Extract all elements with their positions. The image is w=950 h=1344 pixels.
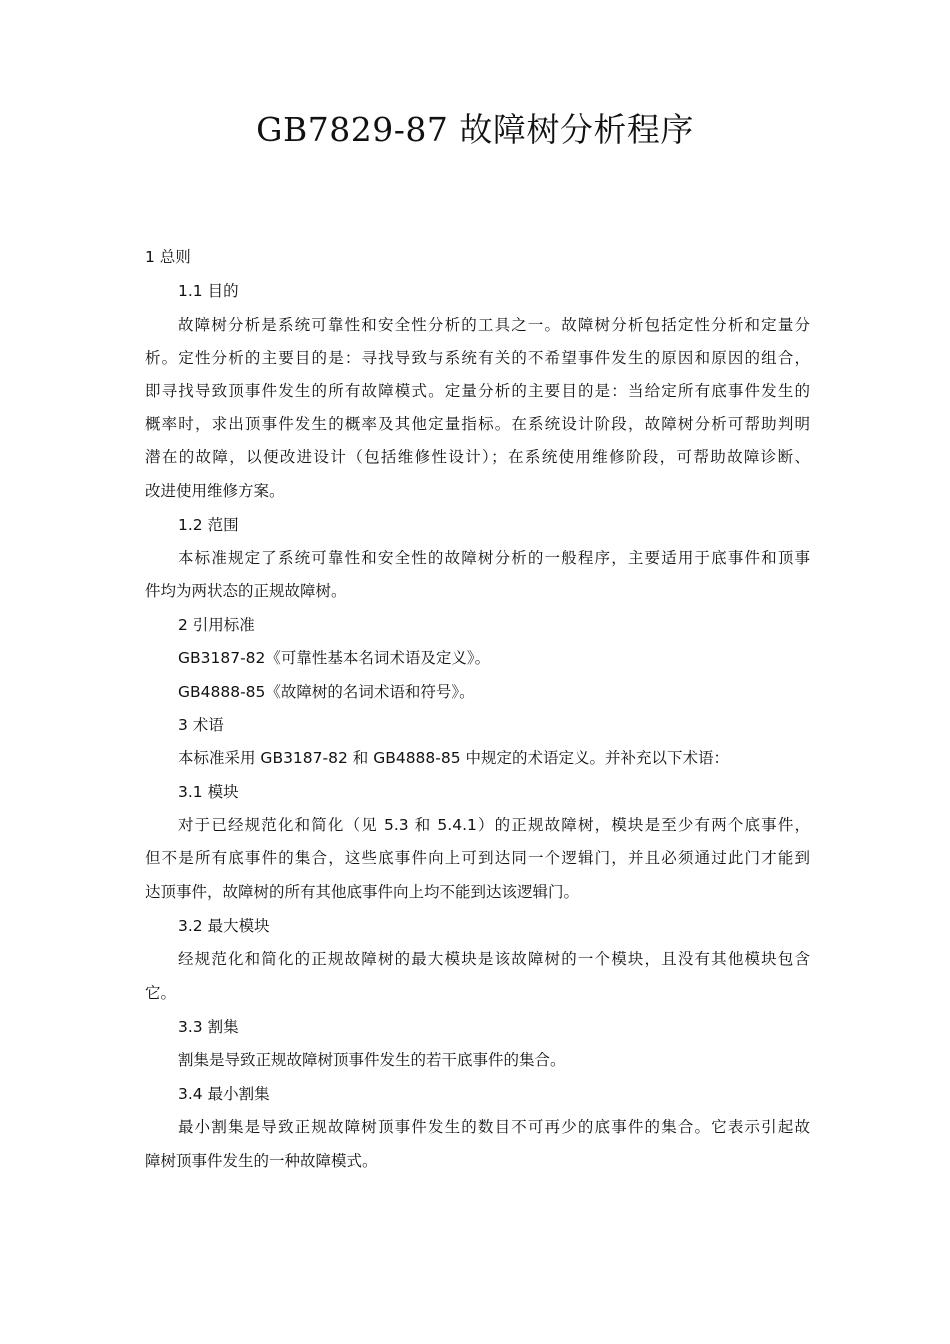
paragraph-line: 即寻找导致顶事件发生的所有故障模式。定量分析的主要目的是：当给定所有底事件发生的 [145, 382, 810, 400]
section-heading-1: 1 总则 [145, 248, 191, 266]
paragraph-line: 故障树分析是系统可靠性和安全性分析的工具之一。故障树分析包括定性分析和定量分 [178, 316, 810, 334]
paragraph-line: 改进使用维修方案。 [145, 482, 285, 500]
subsection-heading-3-1: 3.1 模块 [178, 783, 239, 801]
section-heading-2: 2 引用标准 [178, 616, 255, 634]
paragraph-line: 经规范化和简化的正规故障树的最大模块是该故障树的一个模块，且没有其他模块包含 [178, 950, 810, 968]
reference-standard: GB3187-82《可靠性基本名词术语及定义》。 [178, 649, 491, 667]
paragraph-line: 本标准规定了系统可靠性和安全性的故障树分析的一般程序，主要适用于底事件和顶事 [178, 549, 810, 567]
paragraph-line: 达顶事件，故障树的所有其他底事件向上均不能到达该逻辑门。 [145, 883, 580, 901]
subsection-heading-1-1: 1.1 目的 [178, 282, 239, 300]
paragraph-line: 析。定性分析的主要目的是：寻找导致与系统有关的不希望事件发生的原因和原因的组合， [145, 349, 810, 367]
paragraph-line: 本标准采用 GB3187-82 和 GB4888-85 中规定的术语定义。并补充以下术语： [178, 749, 730, 767]
subsection-heading-3-4: 3.4 最小割集 [178, 1085, 270, 1103]
paragraph-line: 潜在的故障，以便改进设计（包括维修性设计）；在系统使用维修阶段，可帮助故障诊断、 [145, 448, 810, 466]
paragraph-line: 它。 [145, 984, 177, 1002]
paragraph-line: 割集是导致正规故障树顶事件发生的若干底事件的集合。 [178, 1051, 566, 1069]
subsection-heading-3-3: 3.3 割集 [178, 1018, 239, 1036]
paragraph-line: 最小割集是导致正规故障树顶事件发生的数目不可再少的底事件的集合。它表示引起故 [178, 1118, 810, 1136]
paragraph-line: 件均为两状态的正规故障树。 [145, 582, 347, 600]
paragraph-line: 但不是所有底事件的集合，这些底事件向上可到达同一个逻辑门，并且必须通过此门才能到 [145, 849, 810, 867]
subsection-heading-3-2: 3.2 最大模块 [178, 917, 270, 935]
section-heading-3: 3 术语 [178, 716, 224, 734]
paragraph-line: 概率时，求出顶事件发生的概率及其他定量指标。在系统设计阶段，故障树分析可帮助判明 [145, 415, 810, 433]
reference-standard: GB4888-85《故障树的名词术语和符号》。 [178, 683, 475, 701]
paragraph-line: 对于已经规范化和简化（见 5.3 和 5.4.1）的正规故障树，模块是至少有两个底事件， [178, 816, 810, 834]
subsection-heading-1-2: 1.2 范围 [178, 516, 239, 534]
document-title: GB7829-87 故障树分析程序 [256, 110, 694, 149]
paragraph-line: 障树顶事件发生的一种故障模式。 [145, 1152, 378, 1170]
